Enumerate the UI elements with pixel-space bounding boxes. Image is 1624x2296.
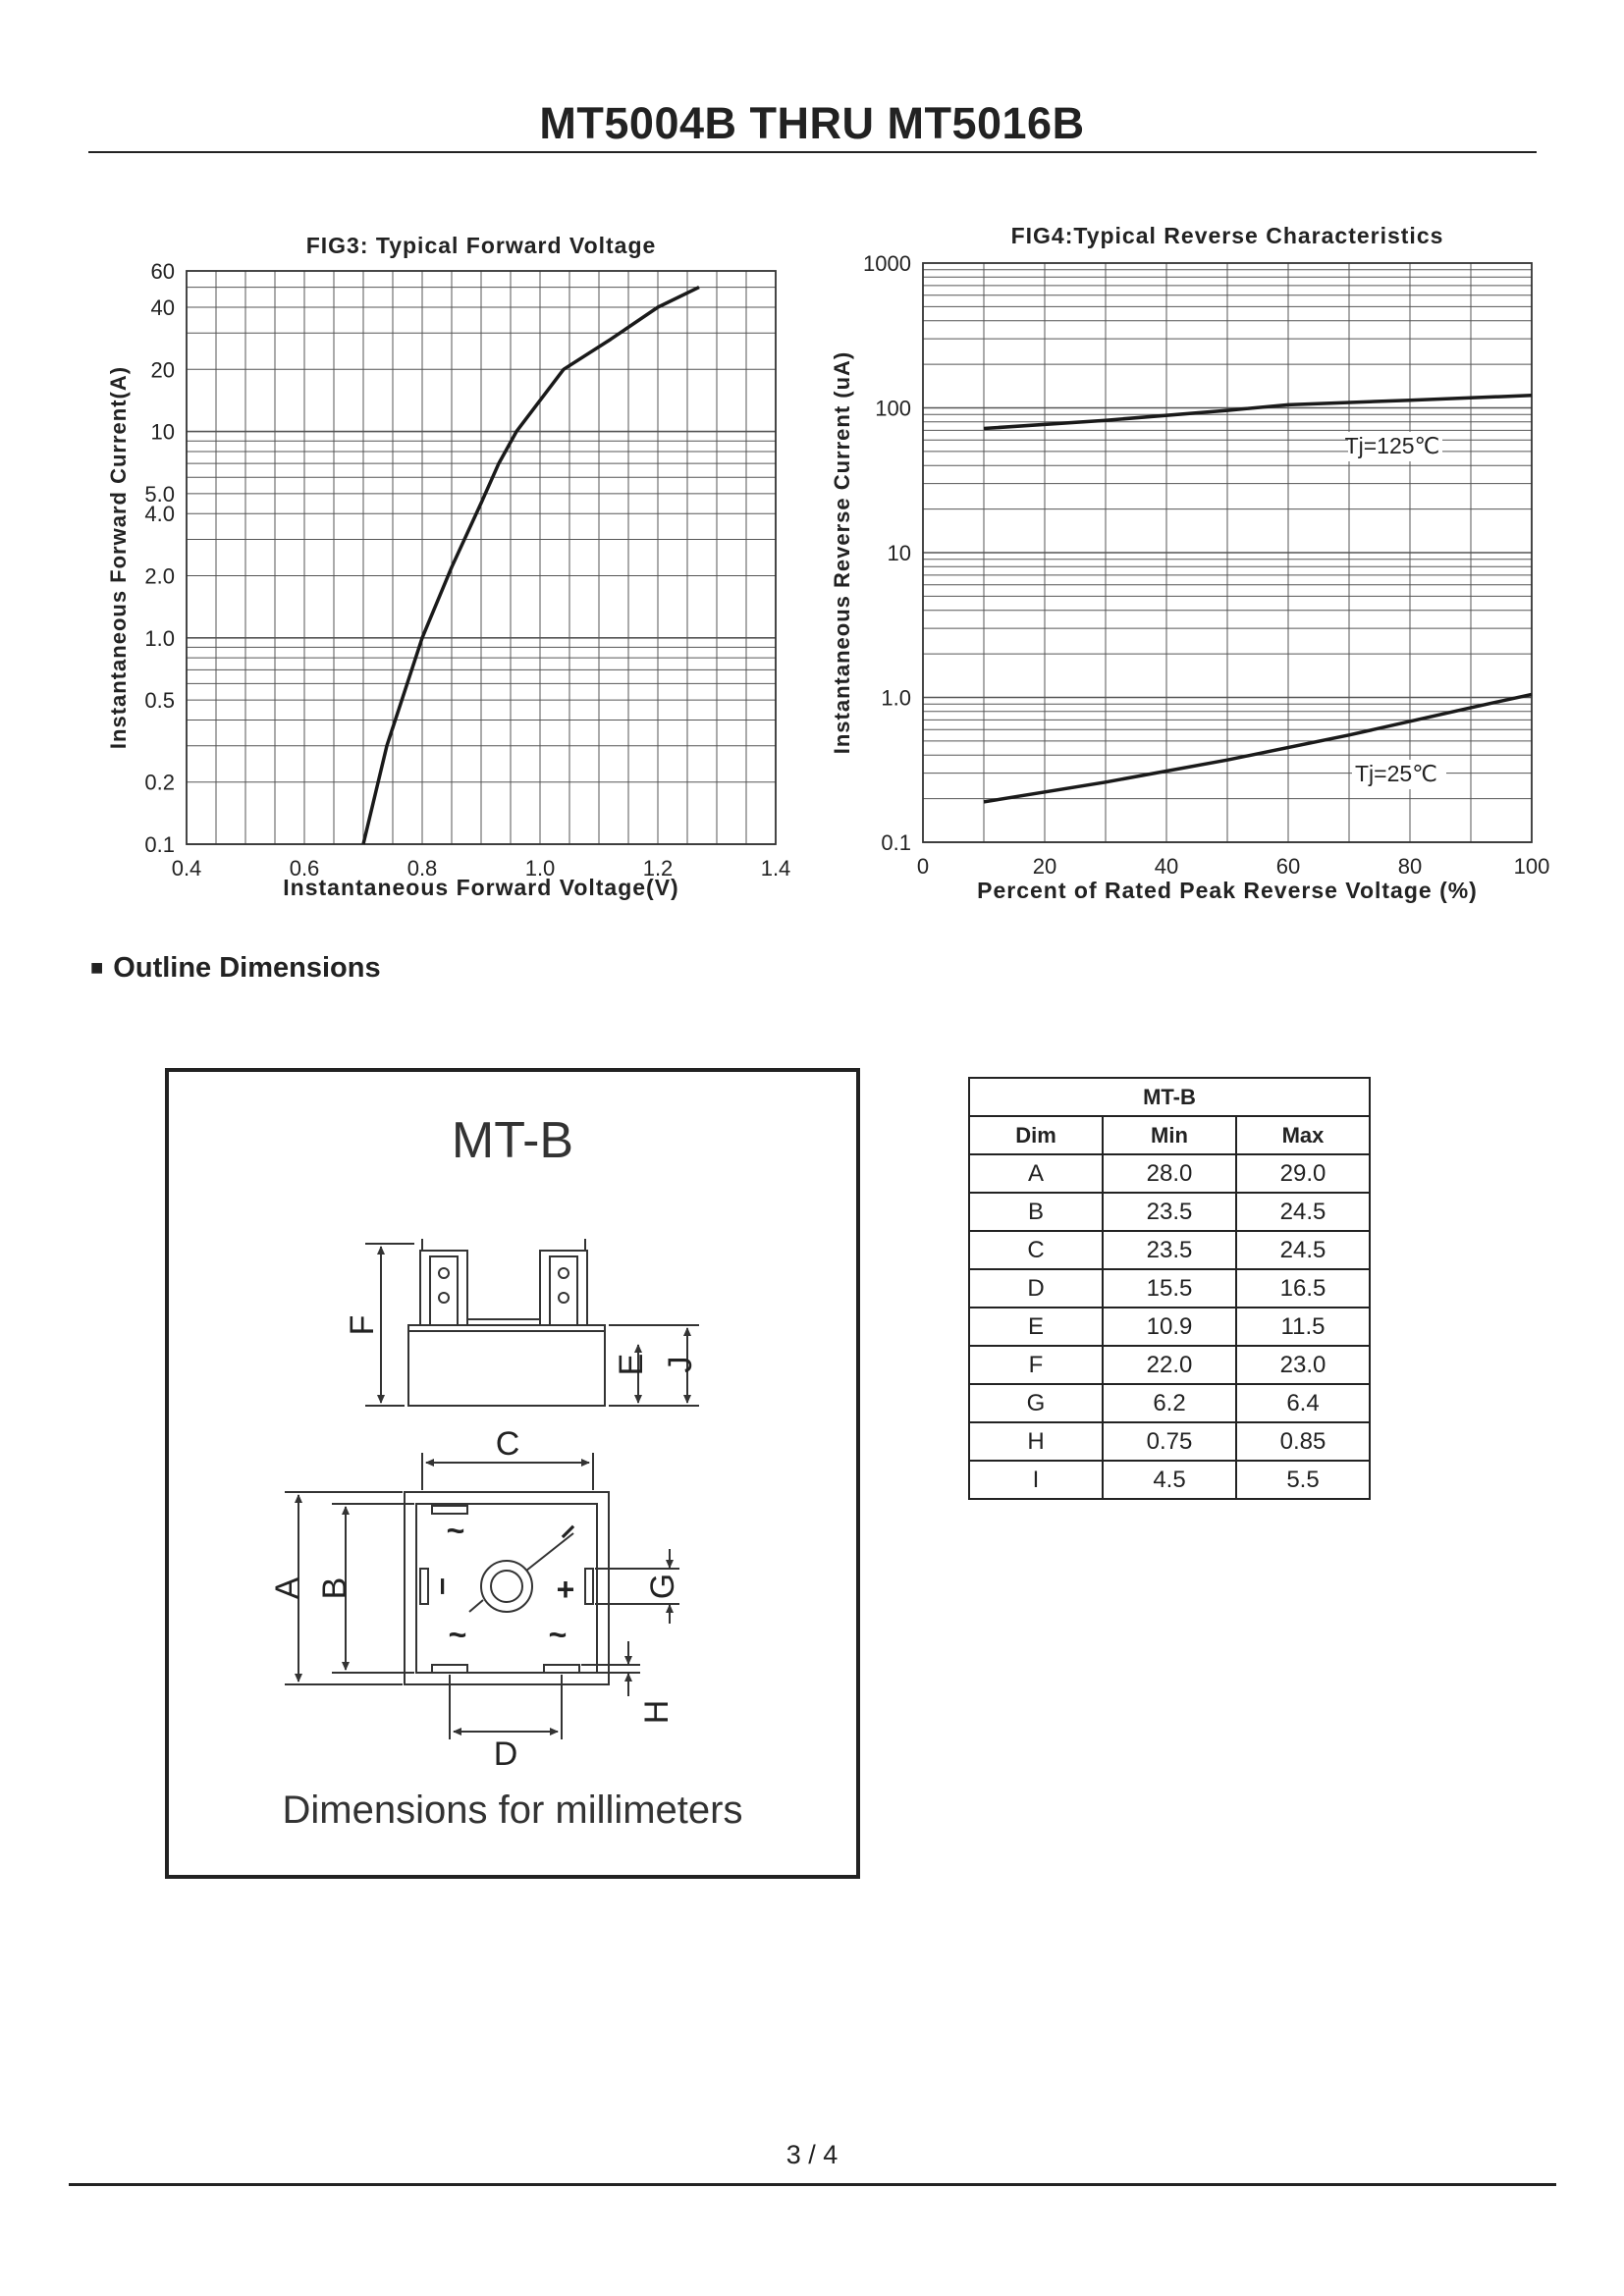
x-tick-label: 1.2	[642, 856, 674, 881]
max-cell: 16.5	[1236, 1269, 1370, 1308]
dimensions-table	[968, 1077, 1371, 1500]
dim-cell: A	[969, 1154, 1103, 1193]
table-row	[969, 1193, 1370, 1231]
package-drawing	[169, 1072, 856, 1875]
table-row	[969, 1422, 1370, 1461]
chart-title: FIG4:Typical Reverse Characteristics	[1010, 223, 1444, 248]
x-tick-label: 0	[916, 854, 930, 879]
pin-ac-bottom-left: ~	[448, 1617, 467, 1652]
max-cell: 29.0	[1236, 1154, 1370, 1193]
dim-label-h: H	[638, 1699, 676, 1725]
x-axis-label: Instantaneous Forward Voltage(V)	[283, 875, 679, 900]
y-tick-label: 0.1	[881, 830, 911, 855]
table-body	[969, 1154, 1370, 1499]
dim-cell: C	[969, 1231, 1103, 1269]
dimensions-note: Dimensions for millimeters	[282, 1789, 743, 1832]
pin-minus-top-right: –	[547, 1511, 585, 1549]
y-tick-label: 5.0	[144, 481, 175, 507]
x-tick-label: 80	[1397, 854, 1423, 879]
dim-label-b: B	[316, 1576, 353, 1600]
y-tick-label: 1.0	[144, 625, 175, 651]
dim-cell: H	[969, 1422, 1103, 1461]
y-tick-label: 10	[887, 541, 911, 565]
dim-cell: E	[969, 1308, 1103, 1346]
x-axis-label: Percent of Rated Peak Reverse Voltage (%)	[977, 878, 1478, 903]
x-tick-label: 0.6	[289, 856, 320, 881]
table-row	[969, 1231, 1370, 1269]
max-cell: 24.5	[1236, 1193, 1370, 1231]
series-label: Tj=125℃	[1344, 433, 1440, 458]
dim-cell: F	[969, 1346, 1103, 1384]
y-tick-label: 20	[150, 357, 175, 383]
pin-ac-bottom-right: ~	[548, 1617, 568, 1652]
min-cell: 15.5	[1103, 1269, 1236, 1308]
x-tick-label: 40	[1154, 854, 1179, 879]
min-cell: 22.0	[1103, 1346, 1236, 1384]
table-row	[969, 1384, 1370, 1422]
dim-label-c: C	[495, 1425, 520, 1463]
series-line	[984, 396, 1532, 429]
x-tick-label: 1.4	[760, 856, 791, 881]
max-cell: 6.4	[1236, 1384, 1370, 1422]
series-line	[984, 694, 1532, 802]
y-tick-label: 0.1	[144, 832, 175, 857]
table-row	[969, 1308, 1370, 1346]
footer-rule	[69, 2183, 1556, 2186]
dim-cell: G	[969, 1384, 1103, 1422]
pin-ac-top: ~	[446, 1513, 465, 1548]
table-row	[969, 1346, 1370, 1384]
side-view-body	[408, 1325, 605, 1406]
outline-heading-text: Outline Dimensions	[113, 952, 381, 984]
table-row	[969, 1269, 1370, 1308]
y-tick-label: 4.0	[144, 502, 175, 527]
y-axis-label: Instantaneous Forward Current(A)	[106, 365, 131, 750]
max-cell: 24.5	[1236, 1231, 1370, 1269]
y-tick-label: 40	[150, 295, 175, 321]
y-tick-label: 100	[875, 396, 911, 421]
mounting-hole	[481, 1561, 532, 1612]
table-title: MT-B	[969, 1078, 1370, 1116]
package-name: MT-B	[451, 1112, 574, 1169]
series-line	[363, 288, 699, 844]
y-tick-label: 0.2	[144, 770, 175, 795]
dim-label-e: E	[613, 1353, 650, 1376]
y-tick-label: 2.0	[144, 563, 175, 589]
y-tick-label: 0.5	[144, 688, 175, 714]
header-min: Min	[1103, 1116, 1236, 1154]
dim-label-f: F	[344, 1314, 381, 1336]
min-cell: 23.5	[1103, 1231, 1236, 1269]
dim-cell: B	[969, 1193, 1103, 1231]
package-outline-box	[165, 1068, 860, 1879]
min-cell: 28.0	[1103, 1154, 1236, 1193]
x-tick-label: 100	[1513, 854, 1550, 879]
y-tick-label: 1.0	[881, 685, 911, 711]
min-cell: 10.9	[1103, 1308, 1236, 1346]
max-cell: 5.5	[1236, 1461, 1370, 1499]
page-number: 3 / 4	[785, 2140, 839, 2169]
chart-title: FIG3: Typical Forward Voltage	[305, 233, 657, 258]
min-cell: 0.75	[1103, 1422, 1236, 1461]
dim-cell: I	[969, 1461, 1103, 1499]
pin-minus: –	[427, 1577, 462, 1595]
y-tick-label: 60	[150, 259, 175, 284]
square-bullet-icon: ■	[90, 955, 104, 980]
min-cell: 23.5	[1103, 1193, 1236, 1231]
x-tick-label: 60	[1275, 854, 1301, 879]
table-row	[969, 1461, 1370, 1499]
pin-plus: +	[556, 1572, 575, 1607]
dim-label-g: G	[644, 1573, 681, 1600]
dim-label-j: J	[662, 1356, 699, 1373]
dim-cell: D	[969, 1269, 1103, 1308]
table-row	[969, 1154, 1370, 1193]
x-tick-label: 1.0	[524, 856, 556, 881]
header-dim: Dim	[969, 1116, 1103, 1154]
page-title: MT5004B THRU MT5016B	[539, 98, 1085, 148]
y-tick-label: 1000	[863, 251, 911, 276]
max-cell: 0.85	[1236, 1422, 1370, 1461]
y-tick-label: 10	[150, 419, 175, 445]
y-axis-label: Instantaneous Reverse Current (uA)	[830, 350, 854, 755]
side-terminal-right	[540, 1251, 587, 1325]
charts-area	[0, 0, 1624, 942]
dim-label-a: A	[269, 1576, 306, 1600]
dim-label-d: D	[493, 1735, 518, 1773]
side-terminal-left	[420, 1251, 467, 1325]
header-max: Max	[1236, 1116, 1370, 1154]
outline-heading	[90, 952, 381, 985]
min-cell: 6.2	[1103, 1384, 1236, 1422]
x-tick-label: 0.8	[406, 856, 438, 881]
x-tick-label: 20	[1032, 854, 1057, 879]
max-cell: 23.0	[1236, 1346, 1370, 1384]
series-label: Tj=25℃	[1354, 761, 1438, 786]
max-cell: 11.5	[1236, 1308, 1370, 1346]
x-tick-label: 0.4	[171, 856, 202, 881]
min-cell: 4.5	[1103, 1461, 1236, 1499]
